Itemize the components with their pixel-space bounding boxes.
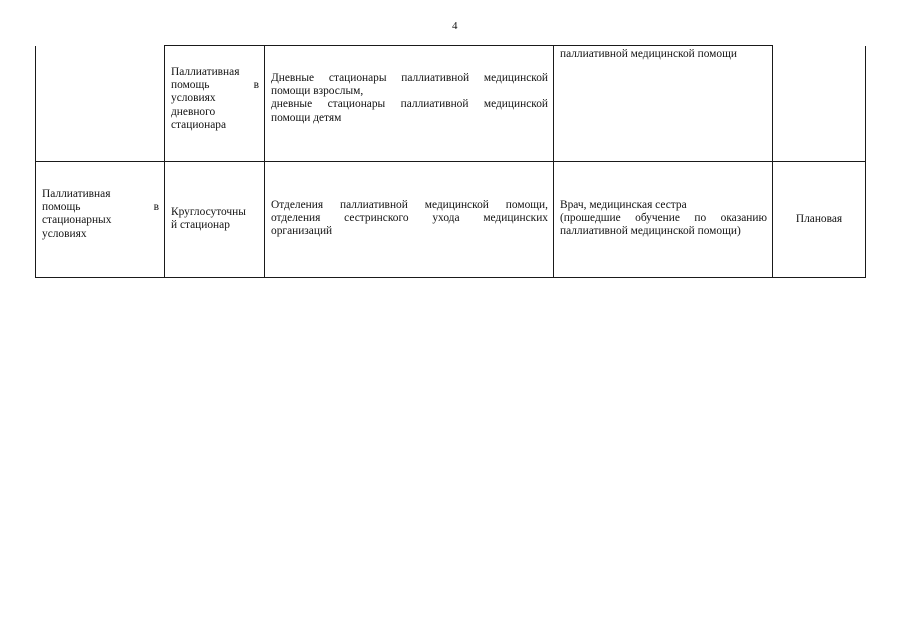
cell-line: Плановая [795,213,843,225]
cell-line: Круглосуточны [171,206,246,218]
table-cell-care-form [165,162,265,278]
cell-line: (прошедшие обучение по оказанию [560,212,767,225]
table-cell-care-form [165,46,265,162]
page-number: 4 [452,20,458,32]
cell-line: стационара [171,118,227,131]
cell-line: й стационар [171,219,230,232]
cell-line: условиях [42,227,87,240]
cell-line: дневного [171,105,216,118]
cell-line: дневные стационары паллиативной медицинской [271,98,548,111]
cell-line: Врач, медицинская сестра [560,199,687,211]
cell-line: Дневные стационары паллиативной медицинской [271,72,548,84]
cell-line: Паллиативная [171,66,240,78]
document-table [35,45,866,278]
cell-line: помощи детям [271,111,342,124]
cell-line: условиях [171,92,216,105]
cell-line: помощи взрослым, [271,85,364,98]
table-cell-departments [265,162,554,278]
table-cell-empty [36,46,165,162]
cell-line: помощь в [42,201,159,214]
table-cell-staff [554,162,773,278]
table-cell-departments [265,46,554,162]
cell-line: организаций [271,225,333,238]
table-cell-care-type [36,162,165,278]
cell-line: помощь в [171,79,259,92]
cell-line: паллиативной медицинской помощи [560,48,737,60]
table-row [36,46,866,162]
cell-line: отделения сестринского ухода медицинских [271,212,548,225]
cell-line: паллиативной медицинской помощи) [560,225,741,238]
cell-line: стационарных [42,214,112,227]
table-cell-conditions [773,162,866,278]
table-row [36,162,866,278]
cell-line: Отделения паллиативной медицинской помощи, [271,199,548,211]
table-cell-empty [773,46,866,162]
table-cell-staff [554,46,773,162]
cell-line: Паллиативная [42,188,111,200]
